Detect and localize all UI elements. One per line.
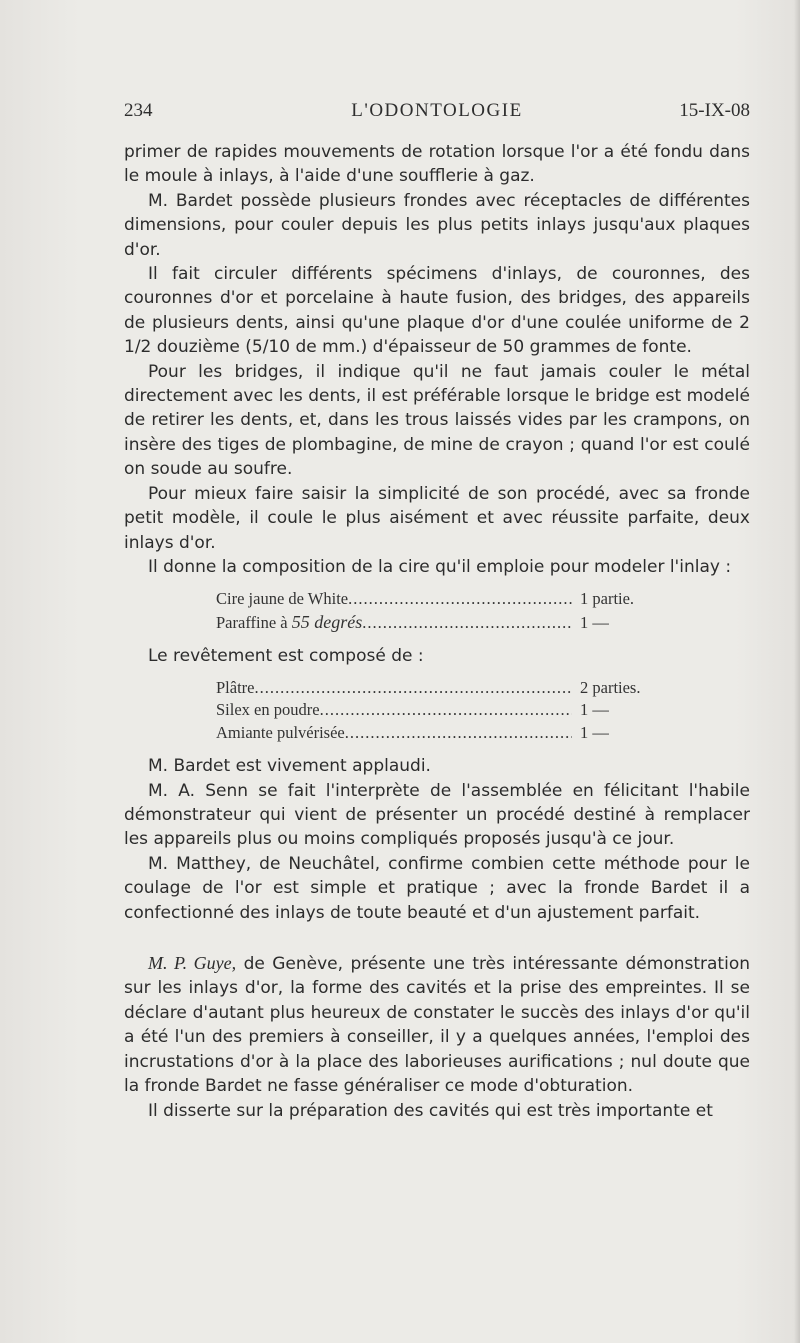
page-number: 234 — [124, 100, 153, 121]
recipe-row — [216, 677, 666, 700]
leader-dots — [345, 722, 572, 745]
paragraph-5: Pour mieux faire saisir la simplicité de son procédé, avec sa fronde petit modèle, il coule le plus aisément et avec réussite parfaite, deux inlays d'or. — [124, 483, 750, 553]
ingredient-quantity: 1 — — [580, 612, 609, 632]
journal-title: L'ODONTOLOGIE — [351, 100, 523, 121]
paragraph-8: M. Bardet est vivement applaudi. — [148, 756, 431, 777]
speaker-name: M. P. Guye, — [148, 953, 237, 974]
recipe-row — [216, 722, 666, 745]
paragraph-10: M. Matthey, de Neuchâtel, confirme combien cette méthode pour le coulage de l'or est simple et pratique ; avec la fronde Bardet il a confectionné des inlays de toute beauté et d'un ajustement parfait. — [124, 853, 750, 923]
ingredient-label: Plâtre — [216, 677, 255, 697]
paragraph-6: Il donne la composition de la cire qu'il emploie pour modeler l'inlay : — [148, 556, 732, 577]
running-header — [124, 100, 750, 130]
leader-dots — [362, 612, 572, 635]
paragraph-4: Pour les bridges, il indique qu'il ne faut jamais couler le métal directement avec les dents, il est préférable lorsque le bridge est modelé de retirer les dents, et, dans les trous laissés vides par les crampons, on insère des tiges de plombagine, de mine de crayon ; quand l'or est coulé on soude au soufre. — [124, 361, 750, 480]
recipe-row — [216, 699, 666, 722]
paragraph-3: Il fait circuler différents spécimens d'inlays, de couronnes, des couronnes d'or et porcelaine à haute fusion, des bridges, des appareils de plusieurs dents, ainsi qu'une plaque d'or d'une coulée uniforme de 2 1/2 douzième (5/10 de mm.) d'épaisseur de 50 grammes de fonte. — [124, 264, 750, 358]
ingredient-label: Silex en poudre — [216, 700, 320, 720]
recipe-row — [216, 611, 666, 635]
paragraph-11: M. P. Guye, de Genève, présente une très intéressante démonstration sur les inlays d'or, la forme des cavités et la prise des empreintes. Il se déclare d'autant plus heureux de constater le succès des inlays d'or qu'il a été l'un des premiers à conseiller, il y a quelques années, l'emploi des incrustations d'or à la place des laborieuses aurifications ; nul doute que la fronde Bardet ne fasse généraliser ce mode d'obturation. — [124, 953, 750, 1097]
ingredient-label: Paraffine à 55 degrés — [216, 611, 363, 632]
paragraph-1: primer de rapides mouvements de rotation lorsque l'or a été fondu dans le moule à inlays, à l'aide d'une soufflerie à gaz. — [124, 142, 750, 187]
leader-dots — [255, 677, 573, 700]
paragraph-7: Le revêtement est composé de : — [148, 646, 424, 667]
leader-dots — [320, 699, 572, 722]
page-edge-shadow — [794, 0, 800, 1343]
ingredient-quantity: 1 — — [580, 700, 609, 720]
ingredient-quantity: 1 — — [580, 722, 609, 742]
ingredient-quantity: 1 partie. — [580, 589, 635, 609]
paragraph-9: M. A. Senn se fait l'interprète de l'assemblée en félicitant l'habile démonstrateur qui vient de présenter un procédé destiné à remplacer les appareils plus ou moins compliqués proposés jusqu'à ce jour. — [124, 780, 750, 850]
wax-recipe — [216, 587, 666, 634]
ingredient-quantity: 2 parties. — [580, 677, 641, 697]
paragraph-12: Il disserte sur la préparation des cavités qui est très importante et — [148, 1100, 713, 1121]
ingredient-label: Cire jaune de White — [216, 589, 349, 609]
leader-dots — [348, 588, 572, 611]
body-text — [124, 140, 750, 1123]
coating-recipe — [216, 677, 666, 745]
issue-date: 15-IX-08 — [679, 100, 750, 121]
paragraph-2: M. Bardet possède plusieurs frondes avec réceptacles de différentes dimensions, pour couler depuis les plus petits inlays jusqu'aux plaques d'or. — [124, 190, 750, 260]
recipe-row — [216, 587, 666, 611]
ingredient-label: Amiante pulvérisée — [216, 722, 345, 742]
